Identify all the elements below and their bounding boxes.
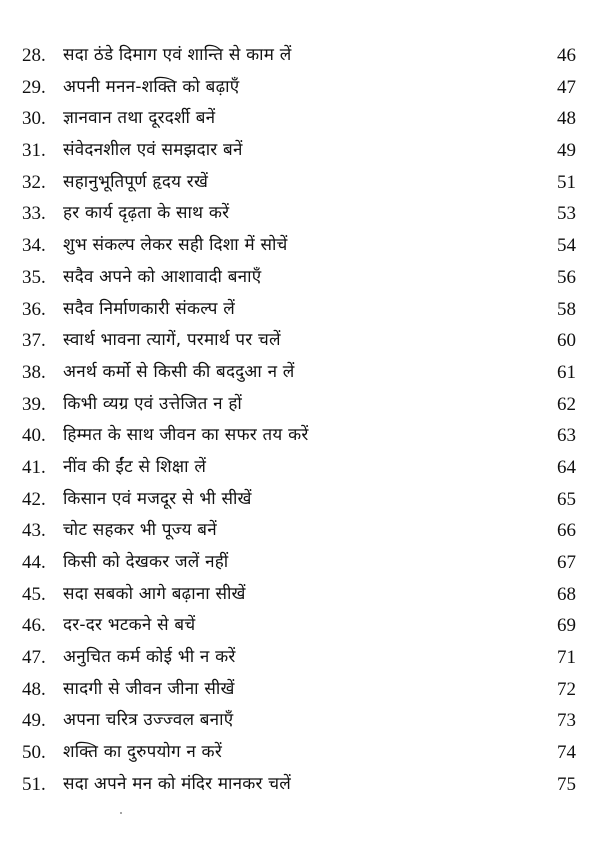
toc-entry: [22, 40, 576, 72]
toc-entry: [22, 72, 576, 104]
chapter-number: 39.: [22, 393, 46, 415]
toc-entry: [22, 357, 576, 389]
page-number: 68: [557, 583, 576, 605]
toc-entry: [22, 167, 576, 199]
toc-entry: [22, 769, 576, 801]
page-number: 73: [557, 710, 576, 732]
chapter-title: सदैव अपने को आशावादी बनाएँ: [63, 266, 262, 287]
toc-entry: [22, 737, 576, 769]
toc-entry: [22, 705, 576, 737]
chapter-number: 32.: [22, 171, 46, 193]
toc-entry: [22, 294, 576, 326]
chapter-number: 41.: [22, 456, 46, 478]
chapter-number: 37.: [22, 330, 46, 352]
chapter-number: 40.: [22, 425, 46, 447]
table-of-contents: [22, 40, 576, 801]
page-number: 46: [557, 45, 576, 66]
toc-entry: [22, 579, 576, 611]
page-number: 51: [557, 171, 576, 193]
chapter-number: 45.: [22, 583, 46, 605]
chapter-number: 42.: [22, 488, 46, 510]
chapter-title: हिम्मत के साथ जीवन का सफर तय करें: [63, 425, 309, 446]
page-number: 71: [557, 647, 576, 669]
chapter-title: दर-दर भटकने से बचें: [63, 615, 196, 636]
toc-entry: [22, 610, 576, 642]
print-speck: [120, 812, 122, 814]
page-number: 75: [557, 773, 576, 795]
chapter-title: स्वार्थ भावना त्यागें, परमार्थ पर चलें: [63, 330, 281, 351]
page-number: 74: [557, 742, 576, 764]
chapter-number: 35.: [22, 266, 46, 288]
chapter-title: अपना चरित्र उज्ज्वल बनाएँ: [63, 710, 234, 731]
toc-entry: [22, 515, 576, 547]
chapter-title: चोट सहकर भी पूज्य बनें: [63, 520, 217, 541]
chapter-number: 49.: [22, 710, 46, 732]
toc-entry: [22, 325, 576, 357]
chapter-number: 47.: [22, 647, 46, 669]
page-number: 62: [557, 393, 576, 415]
chapter-number: 51.: [22, 773, 46, 795]
chapter-number: 46.: [22, 615, 46, 637]
page-number: 64: [557, 456, 576, 478]
chapter-title: संवेदनशील एवं समझदार बनें: [63, 140, 243, 161]
chapter-number: 34.: [22, 235, 46, 257]
chapter-number: 36.: [22, 298, 46, 320]
chapter-title: किसी को देखकर जलें नहीं: [63, 552, 229, 572]
chapter-title: सादगी से जीवन जीना सीखें: [63, 678, 235, 699]
chapter-number: 48.: [22, 678, 46, 700]
chapter-title: नींव की ईंट से शिक्षा लें: [63, 456, 207, 477]
chapter-title: किभी व्यग्र एवं उत्तेजित न हों: [63, 393, 242, 414]
chapter-number: 28.: [22, 45, 46, 66]
page-number: 61: [557, 361, 576, 383]
chapter-title: सहानुभूतिपूर्ण हृदय रखें: [63, 171, 209, 192]
chapter-title: सदा सबको आगे बढ़ाना सीखें: [63, 583, 246, 604]
toc-entry: [22, 103, 576, 135]
toc-entry: [22, 484, 576, 516]
toc-entry: [22, 547, 576, 579]
chapter-title: शुभ संकल्प लेकर सही दिशा में सोचें: [63, 235, 288, 256]
chapter-title: ज्ञानवान तथा दूरदर्शी बनें: [63, 108, 216, 129]
page-number: 49: [557, 140, 576, 162]
toc-entry: [22, 642, 576, 674]
toc-entry: [22, 262, 576, 294]
page-number: 72: [557, 678, 576, 700]
chapter-title: सदा ठंडे दिमाग एवं शान्ति से काम लें: [63, 45, 292, 65]
page-number: 60: [557, 330, 576, 352]
chapter-title: अपनी मनन-शक्ति को बढ़ाएँ: [63, 76, 240, 97]
chapter-number: 30.: [22, 108, 46, 130]
chapter-number: 29.: [22, 76, 46, 98]
toc-entry: [22, 389, 576, 421]
toc-entry: [22, 674, 576, 706]
chapter-title: किसान एवं मजदूर से भी सीखें: [63, 488, 252, 509]
chapter-title: सदा अपने मन को मंदिर मानकर चलें: [63, 773, 291, 794]
chapter-title: अनुचित कर्म कोई भी न करें: [63, 647, 236, 668]
page-number: 48: [557, 108, 576, 130]
chapter-title: हर कार्य दृढ़ता के साथ करें: [63, 203, 230, 224]
page-number: 58: [557, 298, 576, 320]
toc-entry: [22, 198, 576, 230]
page-number: 65: [557, 488, 576, 510]
page-number: 69: [557, 615, 576, 637]
page-number: 47: [557, 76, 576, 98]
page-number: 56: [557, 266, 576, 288]
page-number: 63: [557, 425, 576, 447]
chapter-number: 44.: [22, 552, 46, 573]
page-number: 67: [557, 552, 576, 573]
page-number: 54: [557, 235, 576, 257]
page-number: 53: [557, 203, 576, 225]
chapter-number: 43.: [22, 520, 46, 542]
chapter-title: सदैव निर्माणकारी संकल्प लें: [63, 298, 235, 319]
chapter-number: 33.: [22, 203, 46, 225]
toc-entry: [22, 420, 576, 452]
page-number: 66: [557, 520, 576, 542]
toc-entry: [22, 452, 576, 484]
chapter-number: 50.: [22, 742, 46, 764]
chapter-title: अनर्थ कर्मो से किसी की बददुआ न लें: [63, 361, 295, 382]
chapter-title: शक्ति का दुरुपयोग न करें: [63, 742, 222, 763]
toc-entry: [22, 135, 576, 167]
chapter-number: 31.: [22, 140, 46, 162]
chapter-number: 38.: [22, 361, 46, 383]
toc-entry: [22, 230, 576, 262]
